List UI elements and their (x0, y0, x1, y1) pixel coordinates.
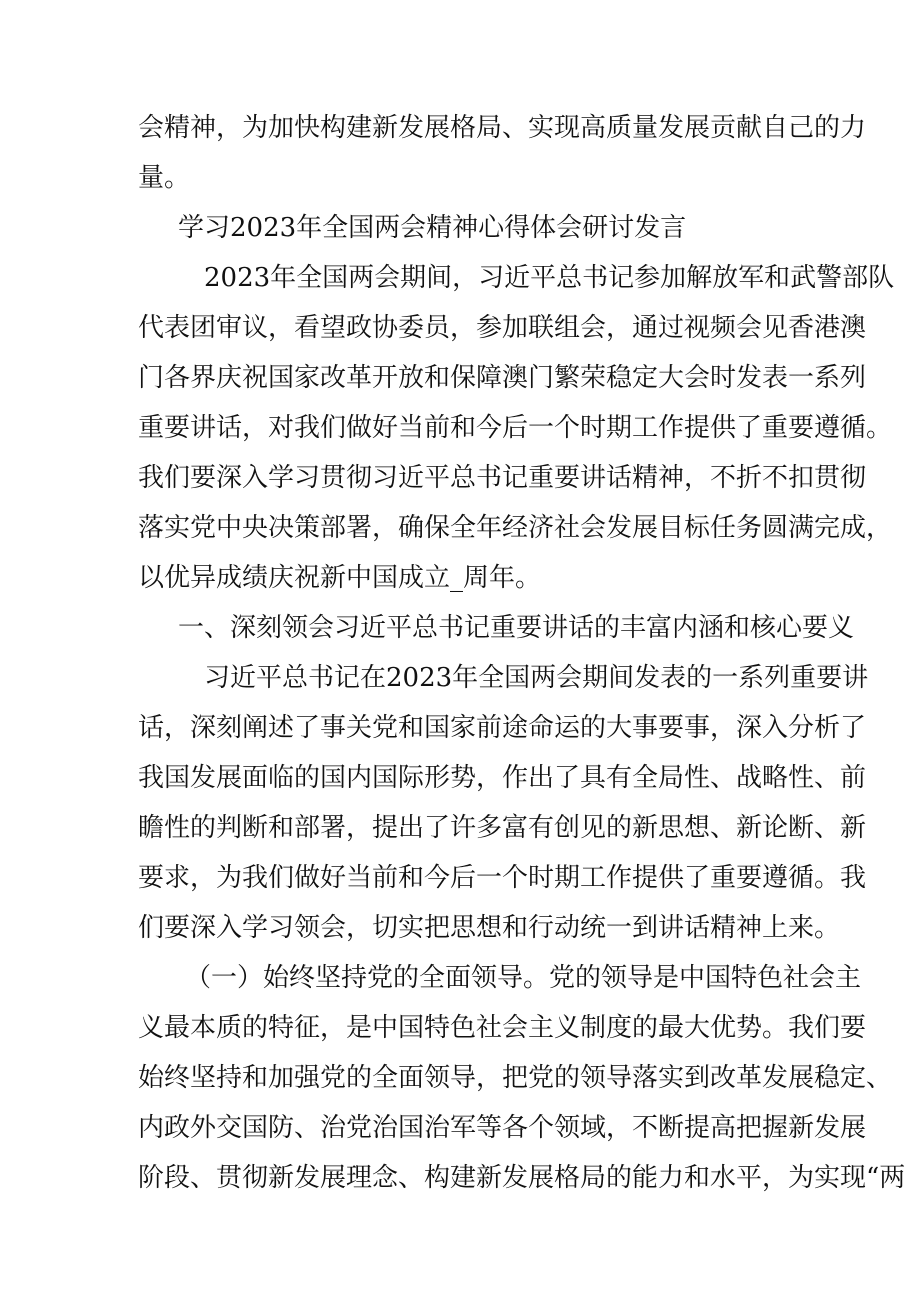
paragraph-line: 内政外交国防、治党治国治军等各个领域，不断提高把握新发展 (138, 1113, 867, 1143)
paragraph-line: 话，深刻阐述了事关党和国家前途命运的大事要事，深入分析了 (138, 713, 867, 743)
section-heading: 一、深刻领会习近平总书记重要讲话的丰富内涵和核心要义 (178, 613, 855, 643)
paragraph-line: 门各界庆祝国家改革开放和保障澳门繁荣稳定大会时发表一系列 (138, 363, 867, 393)
paragraph-line: 以优异成绩庆祝新中国成立_周年。 (138, 563, 542, 593)
paragraph-line: 始终坚持和加强党的全面领导，把党的领导落实到改革发展稳定、 (138, 1063, 893, 1093)
paragraph-line: 习近平总书记在2023年全国两会期间发表的一系列重要讲 (204, 663, 869, 693)
paragraph-line: 阶段、贯彻新发展理念、构建新发展格局的能力和水平，为实现“两 (138, 1163, 906, 1193)
section-title: 学习2023年全国两会精神心得体会研讨发言 (178, 213, 687, 243)
paragraph-line: 们要深入学习领会，切实把思想和行动统一到讲话精神上来。 (138, 913, 841, 943)
paragraph-line: 我们要深入学习贯彻习近平总书记重要讲话精神，不折不扣贯彻 (138, 463, 867, 493)
paragraph-line: 落实党中央决策部署，确保全年经济社会发展目标任务圆满完成， (138, 513, 893, 543)
paragraph-line: 重要讲话，对我们做好当前和今后一个时期工作提供了重要遵循。 (138, 413, 893, 443)
paragraph-line: 瞻性的判断和部署，提出了许多富有创见的新思想、新论断、新 (138, 813, 867, 843)
paragraph-line: 会精神，为加快构建新发展格局、实现高质量发展贡献自己的力 (138, 113, 867, 143)
paragraph-line: 2023年全国两会期间，习近平总书记参加解放军和武警部队 (204, 263, 895, 293)
paragraph-line: 量。 (138, 163, 191, 193)
paragraph-line: 义最本质的特征，是中国特色社会主义制度的最大优势。我们要 (138, 1013, 867, 1043)
paragraph-line: 代表团审议，看望政协委员，参加联组会，通过视频会见香港澳 (138, 313, 867, 343)
paragraph-line: 我国发展面临的国内国际形势，作出了具有全局性、战略性、前 (138, 763, 867, 793)
subsection-line: （一）始终坚持党的全面领导。党的领导是中国特色社会主 (185, 963, 862, 993)
paragraph-line: 要求，为我们做好当前和今后一个时期工作提供了重要遵循。我 (138, 863, 867, 893)
